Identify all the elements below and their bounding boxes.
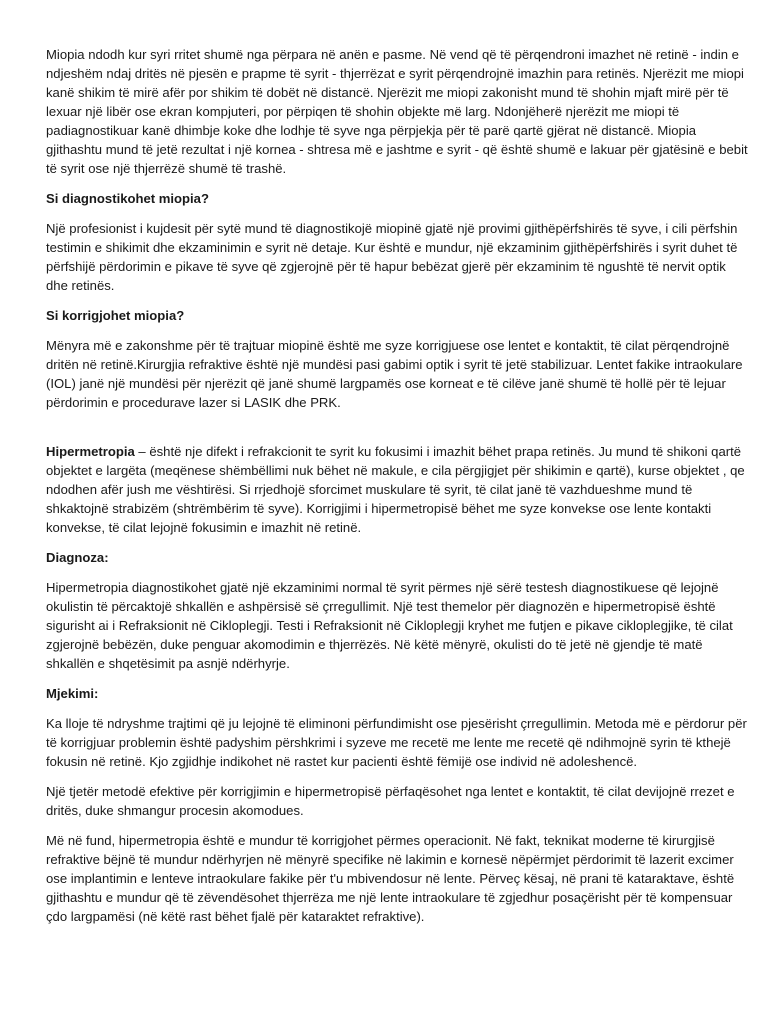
hyperopia-treatment-paragraph-3: Më në fund, hipermetropia është e mundur të korrigjohet përmes operacionit. Në fakt, teknikat moderne të kirurgjisë refraktive bëjnë të mundur ndërhyrjen në mënyrë specifike në lakimin e kornesë nëpërmjet përdorimit të lazerit excimer ose implantimin e lenteve intraokulare fakike për t'u mbivendosur në lente. Përveç kësaj, në prani të kataraktave, është gjithashtu e mundur që të zëvendësohet thjerrëza me një lente intraokulare të zgjedhur posaçërisht për të kompensuar çdo largpamësi (në këtë rast bëhet fjalë për kataraktet refraktive). — [46, 833, 735, 924]
hyperopia-diagnosis-heading: Diagnoza: — [46, 550, 109, 565]
hyperopia-diagnosis-paragraph: Hipermetropia diagnostikohet gjatë një ekzaminimi normal të syrit përmes një sërë testesh diagnostikuese që lejojnë okulistin të përcaktojë shkallën e ashpërsisë së çrregullimit. Një test themelor për diagnozën e hipermetropisë është sigurisht ai i Refraksionit në Cikloplegji. Testi i Refraksionit në Cikloplegji kryhet me futjen e pikave cikloplegjike, të cilat zgjerojnë bebëzën, duke penguar akomodimin e thjerrëzës. Në këtë mënyrë, okulisti do të jetë në gjendje të matë shkallën e shqetësimit pa asnjë ndërhyrje. — [46, 580, 733, 671]
document-page — [46, 45, 748, 937]
hyperopia-intro-paragraph — [46, 442, 748, 537]
myopia-diagnosis-paragraph: Një profesionist i kujdesit për sytë mund të diagnostikojë miopinë gjatë një provimi gjithëpërfshirës të syve, i cili përfshin testimin e shikimit dhe ekzaminimin e syrit në detaje. Kur është e mundur, një ekzaminim gjithëpërfshirës i syrit duhet të përfshijë përdorimin e pikave të syve që zgjerojnë për të hapur bebëzat gjerë për ekzaminim të ngushtë të nervit optik dhe retinës. — [46, 221, 738, 293]
hyperopia-treatment-heading: Mjekimi: — [46, 686, 99, 701]
hyperopia-treatment-paragraph-2: Një tjetër metodë efektive për korrigjimin e hipermetropisë përfaqësohet nga lentet e kontaktit, të cilat devijojnë rrezet e dritës, duke shmangur procesin akomodues. — [46, 784, 735, 818]
myopia-diagnosis-heading: Si diagnostikohet miopia? — [46, 191, 209, 206]
myopia-intro-paragraph: Miopia ndodh kur syri rritet shumë nga përpara në anën e pasme. Në vend që të përqendroni imazhet në retinë - indin e ndjeshëm ndaj dritës në pjesën e prapme të syrit - thjerrëzat e syrit përqendrojnë imazhin para retinës. Njerëzit me miopi kanë shikim të mirë afër por shikim të dobët në distancë. Njerëzit me miopi zakonisht mund të shohin mjaft mirë për të lexuar një libër ose ekran kompjuteri, por përpiqen të shohin objekte më larg. Ndonjëherë njerëzit me miopi të padiagnostikuar kanë dhimbje koke dhe lodhje të syve nga përpjekja për të parë qartë gjërat në distancë. Miopia gjithashtu mund të jetë rezultat i një kornea - shtresa më e jashtme e syrit - që është shumë e lakuar për gjatësinë e bebit të syrit ose një thjerrëzë shumë të trashë. — [46, 47, 748, 176]
myopia-correction-paragraph: Mënyra më e zakonshme për të trajtuar miopinë është me syze korrigjuese ose lentet e kontaktit, të cilat përqendrojnë dritën në retinë.Kirurgjia refraktive është një mundësi pasi gabimi optik i syrit të jetë stabilizuar. Lentet fakike intraokulare (IOL) janë një mundësi për njerëzit që janë shumë largpamës ose korneat e të cilëve janë shumë të hollë për të lejuar përdorimin e procedurave lazer si LASIK dhe PRK. — [46, 338, 743, 410]
hyperopia-term: Hipermetropia — [46, 444, 135, 459]
hyperopia-treatment-paragraph-1: Ka lloje të ndryshme trajtimi që ju lejojnë të eliminoni përfundimisht ose pjesërisht çrregullimin. Metoda më e përdorur për të korrigjuar problemin është padyshim përshkrimi i syzeve me recetë me lente me recetë që ndihmojnë syrin të kthejë fokusin në retinë. Kjo zgjidhje indikohet në rastet kur pacienti është fëmijë ose individ në adoleshencë. — [46, 716, 747, 769]
section-spacer — [46, 423, 748, 442]
myopia-correction-heading: Si korrigjohet miopia? — [46, 308, 185, 323]
hyperopia-intro-text: – është nje difekt i refrakcionit te syrit ku fokusimi i imazhit bëhet prapa retinës. Ju mund të shikoni qartë objektet e largëta (meqënese shëmbëllimi nuk bëhet në makule, e cila përgjigjet për shikimin e qartë), kurse objektet , qe ndodhen afër jush me vështirësi. Si rrjedhojë sforcimet muskulare të syrit, të cilat janë të vazhdueshme mund të shkaktojnë strabizëm (shtrëmbërim të syve). Korrigjimi i hipermetropisë bëhet me syze konvekse ose lente kontakti konvekse, të cilat lejojnë fokusimin e imazhit në retinë. — [46, 444, 745, 535]
